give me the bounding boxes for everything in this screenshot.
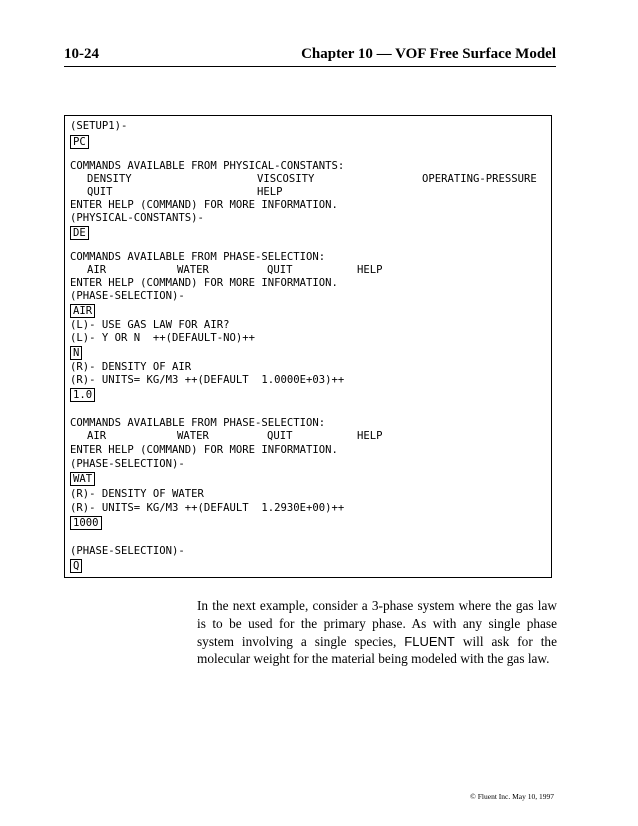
command-item: AIR xyxy=(87,430,107,442)
console-input-line xyxy=(70,388,95,402)
user-input: N xyxy=(70,346,82,360)
console-line: (SETUP1)- xyxy=(70,120,128,132)
console-line: (PHASE-SELECTION)- xyxy=(70,545,185,557)
user-input: Q xyxy=(70,559,82,573)
paragraph-text: In the next example, consider a 3-phase system where the gas law is to be used for the primary phase. As with any single phase system involving a single species, xyxy=(197,598,557,649)
console-line: (PHASE-SELECTION)- xyxy=(70,290,185,302)
console-line: (R)- DENSITY OF WATER xyxy=(70,488,204,500)
user-input: 1.0 xyxy=(70,388,95,402)
console-line: (L)- USE GAS LAW FOR AIR? xyxy=(70,319,230,331)
command-list-row xyxy=(70,186,540,199)
command-item: OPERATING-PRESSURE xyxy=(422,173,537,185)
user-input: DE xyxy=(70,226,89,240)
console-line: (R)- UNITS= KG/M3 ++(DEFAULT 1.0000E+03)++ xyxy=(70,374,345,386)
page-number: 10-24 xyxy=(64,46,99,62)
console-line: (PHASE-SELECTION)- xyxy=(70,458,185,470)
command-item: AIR xyxy=(87,264,107,276)
command-item: WATER xyxy=(177,264,209,276)
command-list-row xyxy=(70,264,540,277)
copyright-footer: © Fluent Inc. May 10, 1997 xyxy=(470,792,554,801)
console-line: (PHYSICAL-CONSTANTS)- xyxy=(70,212,204,224)
user-input: WAT xyxy=(70,472,95,486)
fluent-brand: FLUENT xyxy=(404,633,455,649)
chapter-title: Chapter 10 — VOF Free Surface Model xyxy=(301,46,556,62)
user-input: AIR xyxy=(70,304,95,318)
console-line: (R)- DENSITY OF AIR xyxy=(70,361,192,373)
command-item: HELP xyxy=(257,186,283,198)
console-transcript xyxy=(64,115,552,578)
user-input: PC xyxy=(70,135,89,149)
console-line: COMMANDS AVAILABLE FROM PHASE-SELECTION: xyxy=(70,417,326,429)
command-item: QUIT xyxy=(267,430,293,442)
console-line: (R)- UNITS= KG/M3 ++(DEFAULT 1.2930E+00)++ xyxy=(70,502,345,514)
command-item: WATER xyxy=(177,430,209,442)
body-paragraph xyxy=(197,597,557,668)
console-input-line xyxy=(70,346,82,360)
paragraph-text: will ask for the molecular weight for the material being modeled with the gas law. xyxy=(197,633,557,667)
command-item: QUIT xyxy=(267,264,293,276)
console-input-line xyxy=(70,135,89,149)
user-input: 1000 xyxy=(70,516,102,530)
console-line: ENTER HELP (COMMAND) FOR MORE INFORMATION. xyxy=(70,199,338,211)
console-line: ENTER HELP (COMMAND) FOR MORE INFORMATION. xyxy=(70,444,338,456)
console-input-line xyxy=(70,516,102,530)
command-item: HELP xyxy=(357,264,383,276)
command-list-row xyxy=(70,430,540,443)
console-line: ENTER HELP (COMMAND) FOR MORE INFORMATION. xyxy=(70,277,338,289)
command-list-row xyxy=(70,173,540,186)
console-input-line xyxy=(70,226,89,240)
command-item: HELP xyxy=(357,430,383,442)
console-input-line xyxy=(70,559,82,573)
console-line: COMMANDS AVAILABLE FROM PHASE-SELECTION: xyxy=(70,251,326,263)
console-input-line xyxy=(70,304,95,318)
console-line: (L)- Y OR N ++(DEFAULT-NO)++ xyxy=(70,332,255,344)
page-header xyxy=(64,44,556,67)
console-input-line xyxy=(70,472,95,486)
console-line: COMMANDS AVAILABLE FROM PHYSICAL-CONSTANTS: xyxy=(70,160,345,172)
command-item: VISCOSITY xyxy=(257,173,315,185)
command-item: QUIT xyxy=(87,186,113,198)
command-item: DENSITY xyxy=(87,173,132,185)
